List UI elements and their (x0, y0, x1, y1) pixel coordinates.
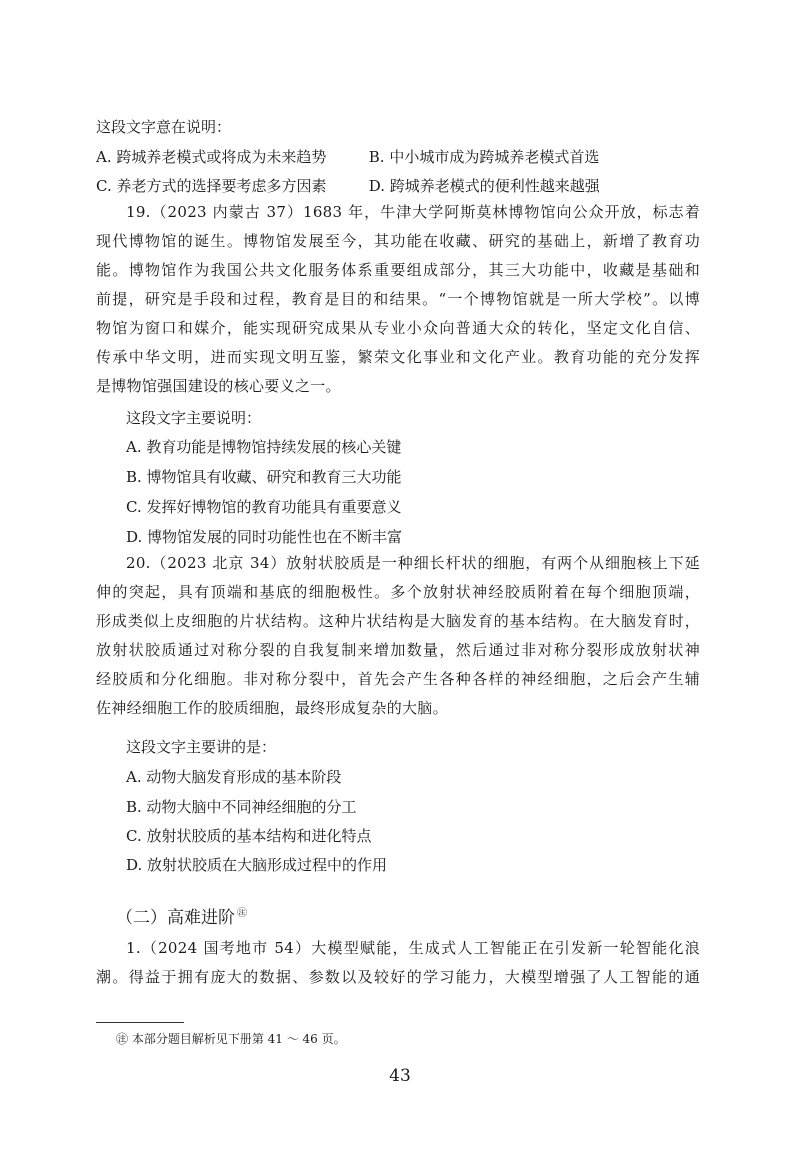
question-19-option-b: B. 博物馆具有收藏、研究和教育三大功能 (126, 468, 402, 486)
footnote-divider (96, 1022, 184, 1023)
passage-line: 物馆为窗口和媒介，能实现研究成果从专业小众向普通大众的转化，坚定文化自信、 (96, 319, 700, 337)
question-20-option-c: C. 放射状胶质的基本结构和进化特点 (126, 827, 372, 845)
passage-line: 伸的突起，具有顶端和基底的细胞极性。多个放射状神经胶质附着在每个细胞顶端， (96, 583, 700, 601)
passage-line: 形成类似上皮细胞的片状结构。这种片状结构是大脑发育的基本结构。在大脑发育时， (96, 612, 700, 630)
question-19-option-a: A. 教育功能是博物馆持续发展的核心关键 (126, 438, 402, 456)
section-title: （二）高难进阶 (116, 908, 235, 928)
passage-line: 现代博物馆的诞生。博物馆发展至今，其功能在收藏、研究的基础上，新增了教育功 (96, 232, 700, 250)
passage-line: 潮。得益于拥有庞大的数据、参数以及较好的学习能力，大模型增强了人工智能的通 (96, 968, 700, 986)
question-19-passage (96, 198, 700, 401)
passage-line: 能。博物馆作为我国公共文化服务体系重要组成部分，其三大功能中，收藏是基础和 (96, 261, 700, 279)
options-row-cd (96, 175, 600, 196)
passage-line: 19.（2023 内蒙古 37）1683 年，牛津大学阿斯莫林博物馆向公众开放，标志着 (126, 203, 700, 221)
question-20-prompt: 这段文字主要讲的是： (126, 738, 277, 756)
passage-line: 经胶质和分化细胞。非对称分裂中，首先会产生各种各样的神经细胞，之后会产生辅 (96, 670, 700, 688)
question-19-option-c: C. 发挥好博物馆的教育功能具有重要意义 (126, 498, 402, 516)
question-19-option-d: D. 博物馆发展的同时功能性也在不断丰富 (126, 528, 403, 546)
passage-line: 放射状胶质通过对称分裂的自我复制来增加数量，然后通过非对称分裂形成放射状神 (96, 641, 700, 659)
option-a: A. 跨城养老模式或将成为未来趋势 (96, 148, 327, 166)
passage-line: 传承中华文明，进而实现文明互鉴，繁荣文化事业和文化产业。教育功能的充分发挥 (96, 348, 700, 366)
question-prompt: 这段文字意在说明： (96, 118, 232, 136)
question-1-passage (96, 934, 700, 992)
question-19-prompt: 这段文字主要说明： (126, 409, 262, 427)
option-b: B. 中小城市成为跨城养老模式首选 (368, 148, 600, 166)
passage-line: 前提，研究是手段和过程，教育是目的和结果。“一个博物馆就是一所大学校”。以博 (96, 290, 700, 308)
question-20-option-a: A. 动物大脑发育形成的基本阶段 (126, 768, 342, 786)
question-20-option-b: B. 动物大脑中不同神经细胞的分工 (126, 798, 357, 816)
question-20-option-d: D. 放射状胶质在大脑形成过程中的作用 (126, 856, 388, 874)
page-number: 43 (389, 1066, 411, 1086)
passage-line: 佐神经细胞工作的胶质细胞，最终形成复杂的大脑。 (96, 699, 448, 717)
passage-line: 是博物馆强国建设的核心要义之一。 (96, 377, 341, 395)
question-20-passage (96, 549, 700, 723)
passage-line: 20.（2023 北京 34）放射状胶质是一种细长杆状的细胞，有两个从细胞核上下延 (126, 554, 700, 572)
footnote: ㊟ 本部分题目解析见下册第 41 ～ 46 页。 (116, 1032, 346, 1046)
option-c: C. 养老方式的选择要考虑多方因素 (96, 177, 327, 195)
section-heading (116, 903, 247, 928)
passage-line: 1.（2024 国考地市 54）大模型赋能，生成式人工智能正在引发新一轮智能化浪 (126, 939, 700, 957)
option-d: D. 跨城养老模式的便利性越来越强 (368, 177, 600, 195)
footnote-mark-icon: ㊟ (237, 908, 247, 920)
options-row-ab (96, 146, 599, 167)
